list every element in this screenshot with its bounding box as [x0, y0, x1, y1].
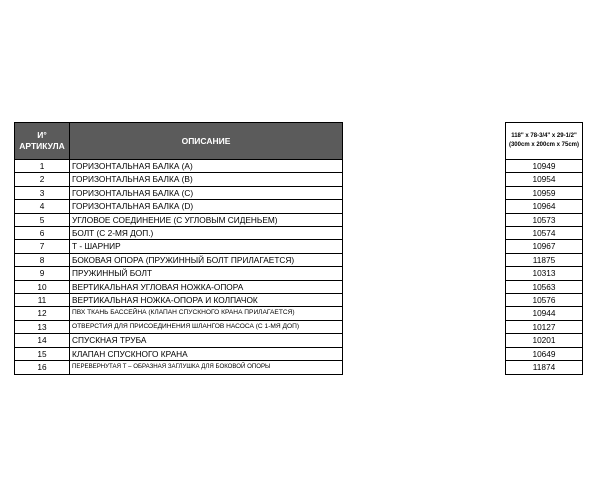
description-header: ОПИСАНИЕ: [70, 123, 343, 160]
table-row: [15, 267, 343, 280]
part-code: 10563: [506, 280, 583, 293]
table-row: [15, 240, 343, 253]
table-row: [506, 240, 583, 253]
pool-size-imperial: 118" x 78-3/4" x 29-1/2": [511, 133, 577, 139]
pool-size-header: [506, 123, 583, 160]
item-description: ГОРИЗОНТАЛЬНАЯ БАЛКА (C): [70, 186, 343, 199]
item-description: СПУСКНАЯ ТРУБА: [70, 334, 343, 347]
item-description: ПЕРЕВЕРНУТАЯ Т – ОБРАЗНАЯ ЗАГЛУШКА ДЛЯ БОКОВОЙ ОПОРЫ: [70, 361, 343, 374]
item-number: 1: [15, 160, 70, 173]
item-number: 3: [15, 186, 70, 199]
table-row: [15, 253, 343, 266]
item-number-header-line1: И°: [37, 130, 47, 140]
table-row: [15, 334, 343, 347]
table-row: [15, 320, 343, 333]
table-row: [15, 361, 343, 374]
item-number-header: [15, 123, 70, 160]
pool-size-metric: (300cm x 200cm x 75cm): [508, 142, 580, 148]
table-row: [506, 253, 583, 266]
table-row: [506, 173, 583, 186]
part-code: 10649: [506, 347, 583, 360]
table-row: [506, 200, 583, 213]
part-code: 11875: [506, 253, 583, 266]
table-row: [506, 186, 583, 199]
table-row: [506, 307, 583, 320]
table-row: [506, 320, 583, 333]
part-code: 10964: [506, 200, 583, 213]
item-number: 5: [15, 213, 70, 226]
table-row: [506, 280, 583, 293]
item-description: ВЕРТИКАЛЬНАЯ НОЖКА-ОПОРА И КОЛПАЧОК: [70, 294, 343, 307]
part-code: 10574: [506, 227, 583, 240]
part-code: 10313: [506, 267, 583, 280]
item-description: ВЕРТИКАЛЬНАЯ УГЛОВАЯ НОЖКА-ОПОРА: [70, 280, 343, 293]
item-description: УГЛОВОЕ СОЕДИНЕНИЕ (С УГЛОВЫМ СИДЕНЬЕМ): [70, 213, 343, 226]
table-row: [15, 160, 343, 173]
part-code: 10201: [506, 334, 583, 347]
item-number: 11: [15, 294, 70, 307]
item-number: 9: [15, 267, 70, 280]
item-number: 13: [15, 320, 70, 333]
item-number-header-line2: АРТИКУЛА: [19, 141, 65, 151]
item-description: Т - ШАРНИР: [70, 240, 343, 253]
parts-table: [14, 122, 343, 375]
part-code: 10949: [506, 160, 583, 173]
item-number: 10: [15, 280, 70, 293]
table-row: [15, 347, 343, 360]
table-row: [15, 227, 343, 240]
item-description: ПВХ ТКАНЬ БАССЕЙНА (КЛАПАН СПУСКНОГО КРАНА ПРИЛАГАЕТСЯ): [70, 307, 343, 320]
table-row: [15, 173, 343, 186]
parts-header-row: [15, 123, 343, 160]
part-codes-body: [506, 160, 583, 375]
part-code: 10573: [506, 213, 583, 226]
table-row: [506, 227, 583, 240]
part-code: 11874: [506, 361, 583, 374]
item-number: 8: [15, 253, 70, 266]
item-description: ГОРИЗОНТАЛЬНАЯ БАЛКА (D): [70, 200, 343, 213]
table-row: [506, 294, 583, 307]
item-number: 7: [15, 240, 70, 253]
part-code: 10954: [506, 173, 583, 186]
part-code: 10127: [506, 320, 583, 333]
part-code: 10944: [506, 307, 583, 320]
item-number: 12: [15, 307, 70, 320]
table-row: [15, 186, 343, 199]
parts-body: [15, 160, 343, 375]
item-description: ОТВЕРСТИЯ ДЛЯ ПРИСОЕДИНЕНИЯ ШЛАНГОВ НАСОСА (С 1-МЯ ДОП): [70, 320, 343, 333]
table-row: [15, 213, 343, 226]
part-code: 10576: [506, 294, 583, 307]
item-number: 4: [15, 200, 70, 213]
table-row: [506, 267, 583, 280]
part-codes-header-row: [506, 123, 583, 160]
item-number: 2: [15, 173, 70, 186]
part-code: 10959: [506, 186, 583, 199]
item-description: ГОРИЗОНТАЛЬНАЯ БАЛКА (A): [70, 160, 343, 173]
part-code: 10967: [506, 240, 583, 253]
table-row: [506, 361, 583, 374]
item-number: 16: [15, 361, 70, 374]
item-description: ГОРИЗОНТАЛЬНАЯ БАЛКА (B): [70, 173, 343, 186]
item-number: 6: [15, 227, 70, 240]
item-description: БОЛТ (С 2-МЯ ДОП.): [70, 227, 343, 240]
item-description: БОКОВАЯ ОПОРА (ПРУЖИННЫЙ БОЛТ ПРИЛАГАЕТСЯ): [70, 253, 343, 266]
part-codes-table: [505, 122, 583, 375]
item-number: 14: [15, 334, 70, 347]
item-description: ПРУЖИННЫЙ БОЛТ: [70, 267, 343, 280]
table-row: [15, 294, 343, 307]
table-row: [506, 334, 583, 347]
table-row: [15, 280, 343, 293]
item-number: 15: [15, 347, 70, 360]
table-row: [15, 307, 343, 320]
table-row: [15, 200, 343, 213]
table-row: [506, 213, 583, 226]
item-description: КЛАПАН СПУСКНОГО КРАНА: [70, 347, 343, 360]
table-row: [506, 347, 583, 360]
table-row: [506, 160, 583, 173]
